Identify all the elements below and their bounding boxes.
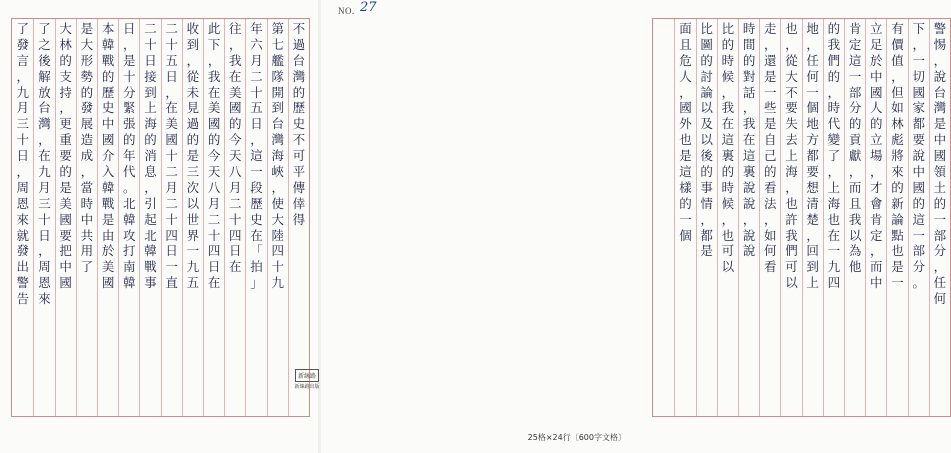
manuscript-column: [139, 19, 160, 416]
manuscript-line: 日 ， 是 十 分 緊 張 的 年 代 。 北 韓 攻 打 南 韓: [123, 21, 136, 291]
manuscript-column: [738, 19, 759, 416]
manuscript-line: 了 發 言 ， 九 月 三 十 日 ， 周 恩 來 就 發 出 警 告: [16, 21, 30, 307]
manuscript-line: 面 且 危 人 ， 國 外 也 是 這 樣 的 一 個: [679, 21, 692, 243]
manuscript-line: 年 六 月 二 十 五 日 ， 這 一 段 歷 史 在 「 拍 」: [250, 21, 263, 291]
manuscript-column: [780, 19, 801, 416]
manuscript-column: [823, 19, 844, 416]
manuscript-column: [12, 19, 33, 416]
manuscript-line: 的 我 們 的 ， 時 代 變 了 ， 上 海 也 在 一 九 四: [827, 21, 841, 291]
right-page: [321, 0, 947, 453]
manuscript-line: 此 下 ， 我 在 美 國 的 今 天 八 月 二 十 四 日 在: [207, 21, 221, 291]
manuscript-line: 走 ， 還 是 一 些 是 自 己 的 看 法 ， 如 何 看: [764, 21, 777, 275]
manuscript-column: [908, 19, 929, 416]
manuscript-column: [865, 19, 886, 416]
manuscript-column: [224, 19, 245, 416]
manuscript-line: 不 過 台 灣 的 歷 史 不 可 平 傳 倖 得: [292, 21, 306, 227]
manuscript-column: [802, 19, 823, 416]
manuscript-line: 也 ， 從 大 不 要 失 去 上 海 ， 也 許 我 們 可 以: [785, 21, 798, 291]
publisher-logo: [291, 363, 323, 390]
manuscript-column: [118, 19, 139, 416]
manuscript-column: [929, 19, 950, 416]
manuscript-line: 比 圖 的 討 論 以 及 以 後 的 事 情 ， 都 是: [700, 21, 713, 259]
manuscript-column: [182, 19, 203, 416]
manuscript-column: [33, 19, 54, 416]
manuscript-line: 二 十 五 日 ， 在 美 國 十 二 月 二 十 四 日 一 直: [165, 21, 178, 291]
manuscript-column: [717, 19, 738, 416]
manuscript-line: 警 惕 ， 說 台 灣 是 中 國 領 土 的 一 部 分 ， 任 何: [933, 21, 947, 307]
manuscript-line: 了 之 後 解 放 台 灣 ， 在 九 月 三 十 日 ， 周 恩 來: [38, 21, 51, 307]
manuscript-line: 第 七 艦 隊 開 到 台 灣 海 峽 ， 使 大 陸 四 十 九: [271, 21, 284, 291]
manuscript-line: 立 足 於 中 國 人 的 立 場 ， 才 會 肯 定 ， 而 中: [870, 21, 883, 291]
manuscript-column: [76, 19, 97, 416]
publisher-mark: 新絲路: [295, 369, 319, 382]
manuscript-line: 本 韓 戰 的 歷 史 中 國 介 入 韓 戰 是 由 於 美 國: [101, 21, 115, 291]
manuscript-column: [203, 19, 224, 416]
right-manuscript-grid: [652, 18, 951, 417]
left-manuscript-grid: [11, 18, 310, 417]
manuscript-column: [245, 19, 266, 416]
manuscript-line: 是 大 形 勢 的 發 展 造 成 ， 當 時 中 共 用 了: [80, 21, 94, 275]
manuscript-line: 下 ， 一 切 國 家 都 要 說 中 國 的 這 一 部 分 。: [912, 21, 925, 291]
manuscript-column: [674, 19, 695, 416]
manuscript-line: 往 ， 我 在 美 國 的 今 天 八 月 二 十 四 日 在: [229, 21, 242, 275]
manuscript-column: [97, 19, 118, 416]
left-page: [0, 0, 319, 453]
manuscript-column: [288, 19, 309, 416]
manuscript-line: 收 到 ， 從 未 見 過 的 是 三 次 以 世 界 一 九 五: [186, 21, 200, 291]
page-number-label: NO.: [338, 6, 355, 16]
manuscript-column: [696, 19, 717, 416]
manuscript-line: 大 林 的 支 持 ， 更 重 要 的 是 美 國 要 把 中 國: [59, 21, 72, 291]
manuscript-column: [886, 19, 907, 416]
grid-size-note: 25格×24行〔600字文格〕: [527, 433, 626, 442]
page-number-value: 27: [360, 0, 377, 15]
manuscript-column: [653, 19, 674, 416]
manuscript-line: 地 ， 任 何 一 個 地 方 都 要 想 清 楚 ， 回 到 上: [806, 21, 819, 291]
manuscript-line: 比 的 時 候 ， 我 在 這 裏 的 時 候 ， 也 可 以: [721, 21, 735, 275]
manuscript-column: [844, 19, 865, 416]
manuscript-column: [267, 19, 288, 416]
manuscript-column: [55, 19, 76, 416]
manuscript-line: 有 價 值 ， 但 如 林 彪 將 來 的 新 論 點 也 是 一: [891, 21, 904, 291]
manuscript-column: [759, 19, 780, 416]
publisher-name: 新絲路出版: [294, 384, 320, 390]
manuscript-line: 時 間 的 對 話 ， 我 在 這 裏 說 說 ， 說 說: [742, 21, 756, 259]
manuscript-line: 肯 定 這 一 部 分 的 貢 獻 ， 而 且 我 以 為 他: [848, 21, 862, 275]
manuscript-column: [161, 19, 182, 416]
manuscript-line: 二 十 日 接 到 上 海 的 消 息 ， 引 起 北 韓 戰 事: [144, 21, 157, 291]
